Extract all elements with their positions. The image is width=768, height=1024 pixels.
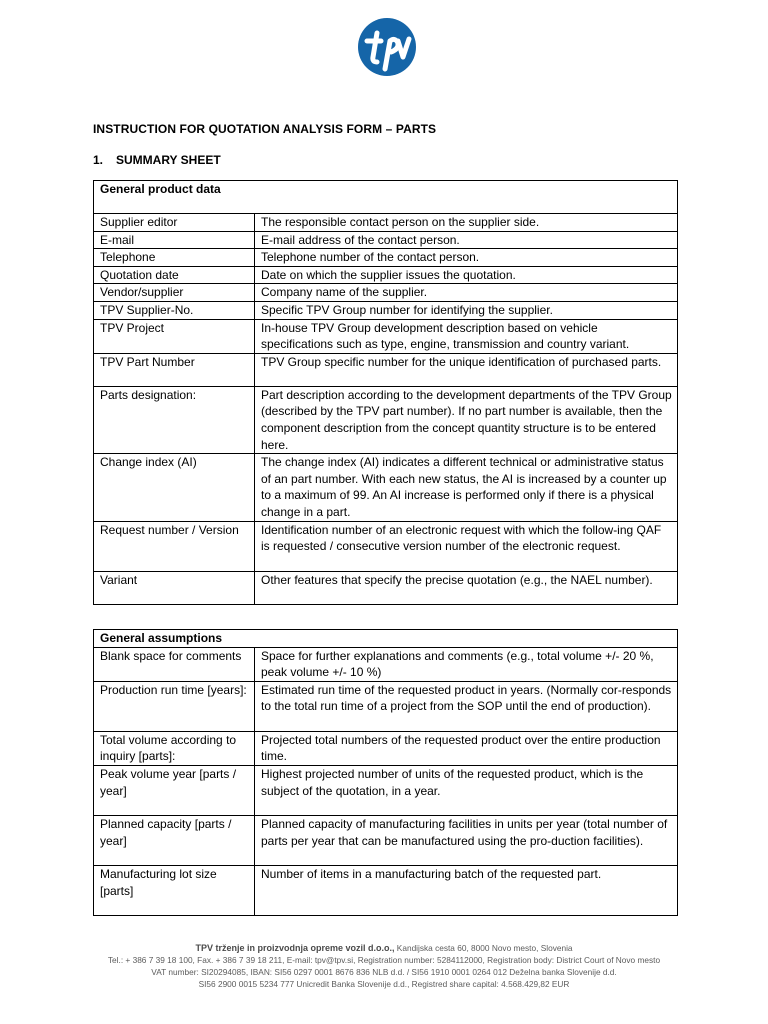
row-term: TPV Part Number: [94, 353, 255, 386]
section-heading: [93, 153, 221, 167]
row-definition: Specific TPV Group number for identifying the supplier.: [255, 301, 678, 319]
footer-address: Kandijska cesta 60, 8000 Novo mesto, Slovenia: [394, 943, 573, 953]
row-term: TPV Supplier-No.: [94, 301, 255, 319]
table-row: [94, 454, 678, 521]
row-definition: Other features that specify the precise quotation (e.g., the NAEL number).: [255, 571, 678, 604]
row-definition: Projected total numbers of the requested product over the entire production time.: [255, 731, 678, 765]
table-row: [94, 301, 678, 319]
row-definition: Estimated run time of the requested product in years. (Normally cor-responds to the total run time of a project from the SOP until the end of production).: [255, 681, 678, 731]
table-row: [94, 386, 678, 453]
footer-line-2: Tel.: + 386 7 39 18 100, Fax. + 386 7 39 18 211, E-mail: tpv@tpv.si, Registration number: 5284112000, Registration body: District Court of Novo mesto: [107, 955, 661, 965]
row-definition: The responsible contact person on the supplier side.: [255, 214, 678, 232]
table-row: [94, 865, 678, 915]
document-title: INSTRUCTION FOR QUOTATION ANALYSIS FORM – PARTS: [93, 122, 437, 136]
table-row: [94, 571, 678, 604]
table-row: [94, 765, 678, 815]
footer-company-name: TPV trženje in proizvodnja opreme vozil d.o.o.,: [195, 943, 395, 953]
row-term: Blank space for comments: [94, 647, 255, 681]
row-definition: Telephone number of the contact person.: [255, 249, 678, 267]
row-term: Manufacturing lot size [parts]: [94, 865, 255, 915]
section-number: 1.: [93, 153, 104, 167]
row-term: Parts designation:: [94, 386, 255, 453]
row-term: TPV Project: [94, 319, 255, 353]
table-row: [94, 231, 678, 249]
row-definition: Highest projected number of units of the requested product, which is the subject of the quotation, in a year.: [255, 765, 678, 815]
table-row: [94, 249, 678, 267]
row-definition: The change index (AI) indicates a different technical or administrative status of an part number. With each new status, the AI is increased by a counter up to a maximum of 99. An AI increase is performed only if there is a physical change in a part.: [255, 454, 678, 521]
row-definition: Planned capacity of manufacturing facilities in units per year (total number of parts per year that can be manufactured using the pro-duction facilities).: [255, 815, 678, 865]
table-row: [94, 521, 678, 571]
row-term: Total volume according to inquiry [parts]:: [94, 731, 255, 765]
table-row: [94, 266, 678, 284]
row-term: Telephone: [94, 249, 255, 267]
table-row: [94, 647, 678, 681]
row-definition: Identification number of an electronic request with which the follow-ing QAF is requested / consecutive version number of the electronic request.: [255, 521, 678, 571]
row-term: Change index (AI): [94, 454, 255, 521]
row-definition: Number of items in a manufacturing batch of the requested part.: [255, 865, 678, 915]
table-row: [94, 353, 678, 386]
footer-line-3: VAT number: SI20294085, IBAN: SI56 0297 0001 8676 836 NLB d.d. / SI56 1910 0001 0264 012 Deželna banka Slovenije d.d.: [151, 967, 617, 977]
table-row: [94, 681, 678, 731]
row-term: Planned capacity [parts / year]: [94, 815, 255, 865]
row-term: E-mail: [94, 231, 255, 249]
section-label: SUMMARY SHEET: [116, 153, 221, 167]
page-footer: [0, 942, 768, 990]
row-definition: Company name of the supplier.: [255, 284, 678, 302]
table-row: [94, 319, 678, 353]
row-definition: Part description according to the development departments of the TPV Group (described by the TPV part number). If no part number is available, then the component description from the concept quantity structure is to be entered here.: [255, 386, 678, 453]
row-term: Vendor/supplier: [94, 284, 255, 302]
row-definition: Date on which the supplier issues the quotation.: [255, 266, 678, 284]
table-header-row: [94, 630, 678, 648]
row-definition: E-mail address of the contact person.: [255, 231, 678, 249]
general-product-data-table: [93, 180, 678, 605]
tpv-logo: [357, 17, 417, 77]
row-definition: In-house TPV Group development description based on vehicle specifications such as type, engine, transmission and country variant.: [255, 319, 678, 353]
row-term: Supplier editor: [94, 214, 255, 232]
table-row: [94, 815, 678, 865]
row-term: Peak volume year [parts / year]: [94, 765, 255, 815]
row-term: Request number / Version: [94, 521, 255, 571]
row-term: Production run time [years]:: [94, 681, 255, 731]
row-term: Quotation date: [94, 266, 255, 284]
table-row: [94, 284, 678, 302]
table-row: [94, 214, 678, 232]
row-term: Variant: [94, 571, 255, 604]
table-header: General product data: [94, 181, 678, 214]
row-definition: TPV Group specific number for the unique identification of purchased parts.: [255, 353, 678, 386]
footer-line-1: [0, 942, 768, 954]
footer-line-4: SI56 2900 0015 5234 777 Unicredit Banka Slovenije d.d., Registred share capital: 4.568.429,82 EUR: [198, 979, 570, 989]
general-assumptions-table: [93, 629, 678, 916]
row-definition: Space for further explanations and comments (e.g., total volume +/- 20 %, peak volume +/- 10 %): [255, 647, 678, 681]
table-row: [94, 731, 678, 765]
table-header-row: [94, 181, 678, 214]
table-header: General assumptions: [94, 630, 678, 648]
